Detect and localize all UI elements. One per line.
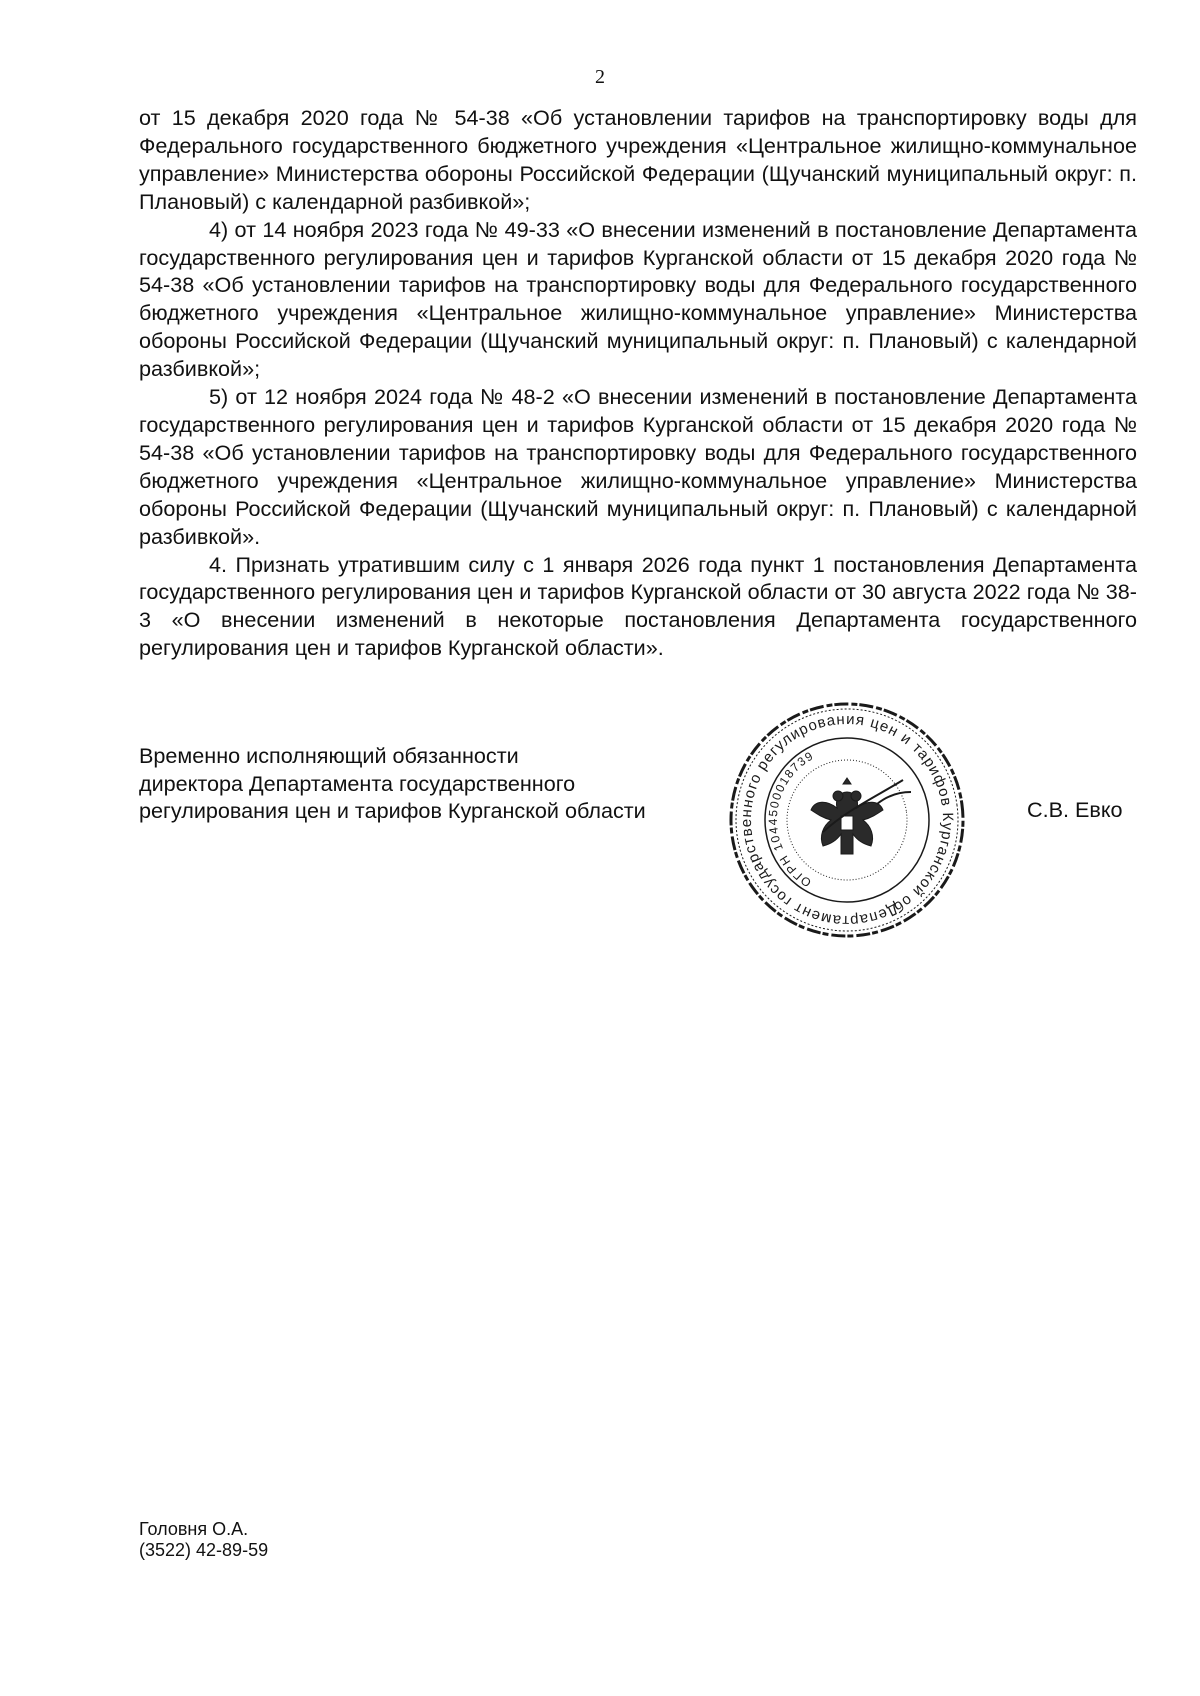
signatory-position — [139, 742, 719, 825]
document-body — [139, 104, 1137, 662]
position-line: регулирования цен и тарифов Курганской области — [139, 798, 646, 824]
coat-of-arms-emblem — [811, 778, 883, 854]
official-seal-stamp — [727, 700, 967, 940]
executor-phone: (3522) 42-89-59 — [139, 1540, 269, 1560]
stamp-outer-text: Департамент государственного регулирования цен и тарифов Курганской области — [737, 710, 957, 930]
position-line: директора Департамента государственного — [139, 770, 576, 796]
paragraph-clause-4: 4. Признать утратившим силу с 1 января 2026 года пункт 1 постановления Департамента государственного регулирования цен и тарифов Курганской области от 30 августа 2022 года № 38-3 «О внесении изменений в некоторые постановления Департамента государственного регулирования цен и тарифов Курганской области». — [139, 551, 1137, 661]
executor-info — [139, 1519, 268, 1561]
paragraph-continuation: от 15 декабря 2020 года № 54-38 «Об установлении тарифов на транспортировку воды для Федерального государственного бюджетного учреждения «Центральное жилищно-коммунальное управление» Министерства обороны Российской Федерации (Щучанский муниципальный округ: п. Плановый) с календарной разбивкой»; — [139, 105, 1137, 214]
position-line: Временно исполняющий обязанности — [139, 743, 519, 768]
paragraph-item-4: 4) от 14 ноября 2023 года № 49-33 «О внесении изменений в постановление Департамента государственного регулирования цен и тарифов Курганской области от 15 декабря 2020 года № 54-38 «Об установлении тарифов на транспортировку воды для Федерального государственного бюджетного учреждения «Центральное жилищно-коммунальное управление» Министерства обороны Российской Федерации (Щучанский муниципальный округ: п. Плановый) с календарной разбивкой»; — [139, 216, 1137, 382]
signer-name: С.В. Евко — [1027, 797, 1123, 822]
stamp-inner-text: ОГРН 1044500018739 — [765, 748, 817, 890]
executor-name: Головня О.А. — [139, 1519, 249, 1539]
paragraph-item-5: 5) от 12 ноября 2024 года № 48-2 «О внесении изменений в постановление Департамента государственного регулирования цен и тарифов Курганской области от 15 декабря 2020 года № 54-38 «Об установлении тарифов на транспортировку воды для Федерального государственного бюджетного учреждения «Центральное жилищно-коммунальное управление» Министерства обороны Российской Федерации (Щучанский муниципальный округ: п. Плановый) с календарной разбивкой». — [139, 384, 1137, 549]
page-number: 2 — [595, 66, 605, 88]
